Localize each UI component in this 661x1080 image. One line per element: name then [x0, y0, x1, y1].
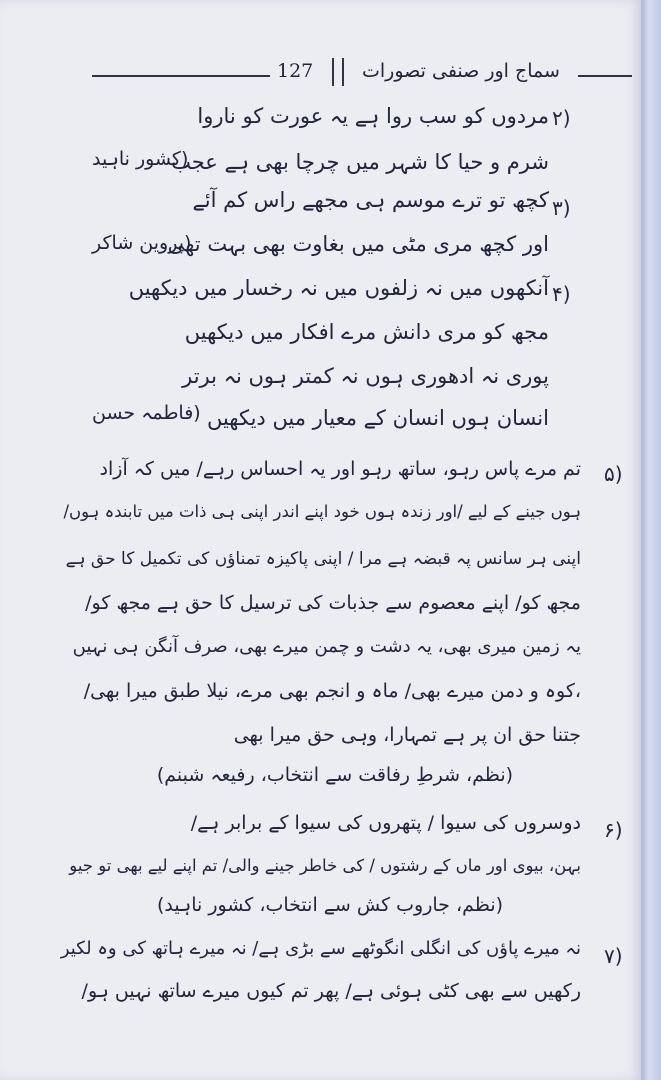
prose-line: ہوں جینے کے لیے /اور زندہ ہوں خود اپنے اندر اپنی ہی ذات میں تابندہ ہوں/	[63, 502, 581, 521]
chapter-title: سماج اور صنفی تصورات	[362, 60, 560, 82]
verse-line: مردوں کو سب روا ہے یہ عورت کو ناروا	[197, 104, 549, 128]
prose-line: نہ میرے پاؤں کی انگلی انگوٹھے سے بڑی ہے/ نہ میرے ہاتھ کی وہ لکیر	[60, 938, 581, 959]
section-number: ۳)	[552, 196, 571, 220]
verse-line: شرم و حیا کا شہر میں چرچا بھی ہے عجب	[171, 150, 549, 174]
prose-line: مجھ کو/ اپنے معصوم سے جذبات کی ترسیل کا حق ہے مجھ کو/	[85, 592, 581, 614]
page-edge	[641, 0, 661, 1080]
section-number: ۲)	[552, 106, 571, 130]
header-divider	[332, 58, 344, 86]
prose-line: دوسروں کی سیوا / پتھروں کی سیوا کے برابر ہے/	[190, 812, 581, 834]
verse-line: پوری نہ ادھوری ہوں نہ کمتر ہوں نہ برتر	[182, 364, 549, 388]
prose-line: جتنا حق ان پر ہے تمہارا، وہی حق میرا بھی	[233, 724, 581, 746]
header-rule-right	[578, 75, 632, 77]
prose-line: یہ زمین میری بھی، یہ دشت و چمن میرے بھی، صرف آنگن ہی نہیں	[72, 636, 581, 657]
poet-attribution: (کشور ناہید	[92, 148, 189, 170]
prose-line: ،کوہ و دمن میرے بھی/ ماہ و انجم بھی مرے، نیلا طبق میرا بھی/	[83, 680, 581, 702]
section-number: ۶)	[604, 818, 623, 842]
verse-line: اور کچھ مری مٹی میں بغاوت بھی بہت تھی	[167, 232, 549, 256]
page-header	[92, 56, 632, 94]
verse-line: مجھ کو مری دانش مرے افکار میں دیکھیں	[184, 320, 549, 344]
header-rule-left	[92, 75, 270, 77]
section-number: ۴)	[552, 282, 571, 306]
verse-line: انسان ہوں انسان کے معیار میں دیکھیں	[206, 406, 549, 430]
prose-line: اپنی ہر سانس پہ قبضہ ہے مرا / اپنی پاکیزہ تمناؤں کی تکمیل کا حق ہے	[65, 549, 581, 569]
prose-line: رکھیں سے بھی کٹی ہوئی ہے/ پھر تم کیوں میرے ساتھ نہیں ہو/	[81, 980, 581, 1002]
section-number: ۷)	[604, 944, 623, 968]
prose-line: بہن، بیوی اور ماں کے رشتوں / کی خاطر جینے والی/ تم اپنے لیے بھی تو جیو	[69, 856, 581, 875]
poem-attribution: (نظم، شرطِ رفاقت سے انتخاب، رفیعہ شبنم)	[156, 764, 514, 786]
poet-attribution: (فاطمہ حسن	[92, 402, 201, 424]
verse-line: کچھ تو ترے موسم ہی مجھے راس کم آئے	[192, 188, 549, 212]
page-number: 127	[277, 60, 314, 82]
poet-attribution: (پروین شاکر	[92, 232, 192, 254]
poem-attribution: (نظم، جاروب کش سے انتخاب، کشور ناہید)	[156, 894, 504, 916]
section-number: ۵)	[604, 462, 623, 486]
prose-line: تم مرے پاس رہو، ساتھ رہو اور یہ احساس رہے/ میں کہ آزاد	[99, 458, 581, 480]
verse-line: آنکھوں میں نہ زلفوں میں نہ رخسار میں دیکھیں	[128, 276, 549, 300]
